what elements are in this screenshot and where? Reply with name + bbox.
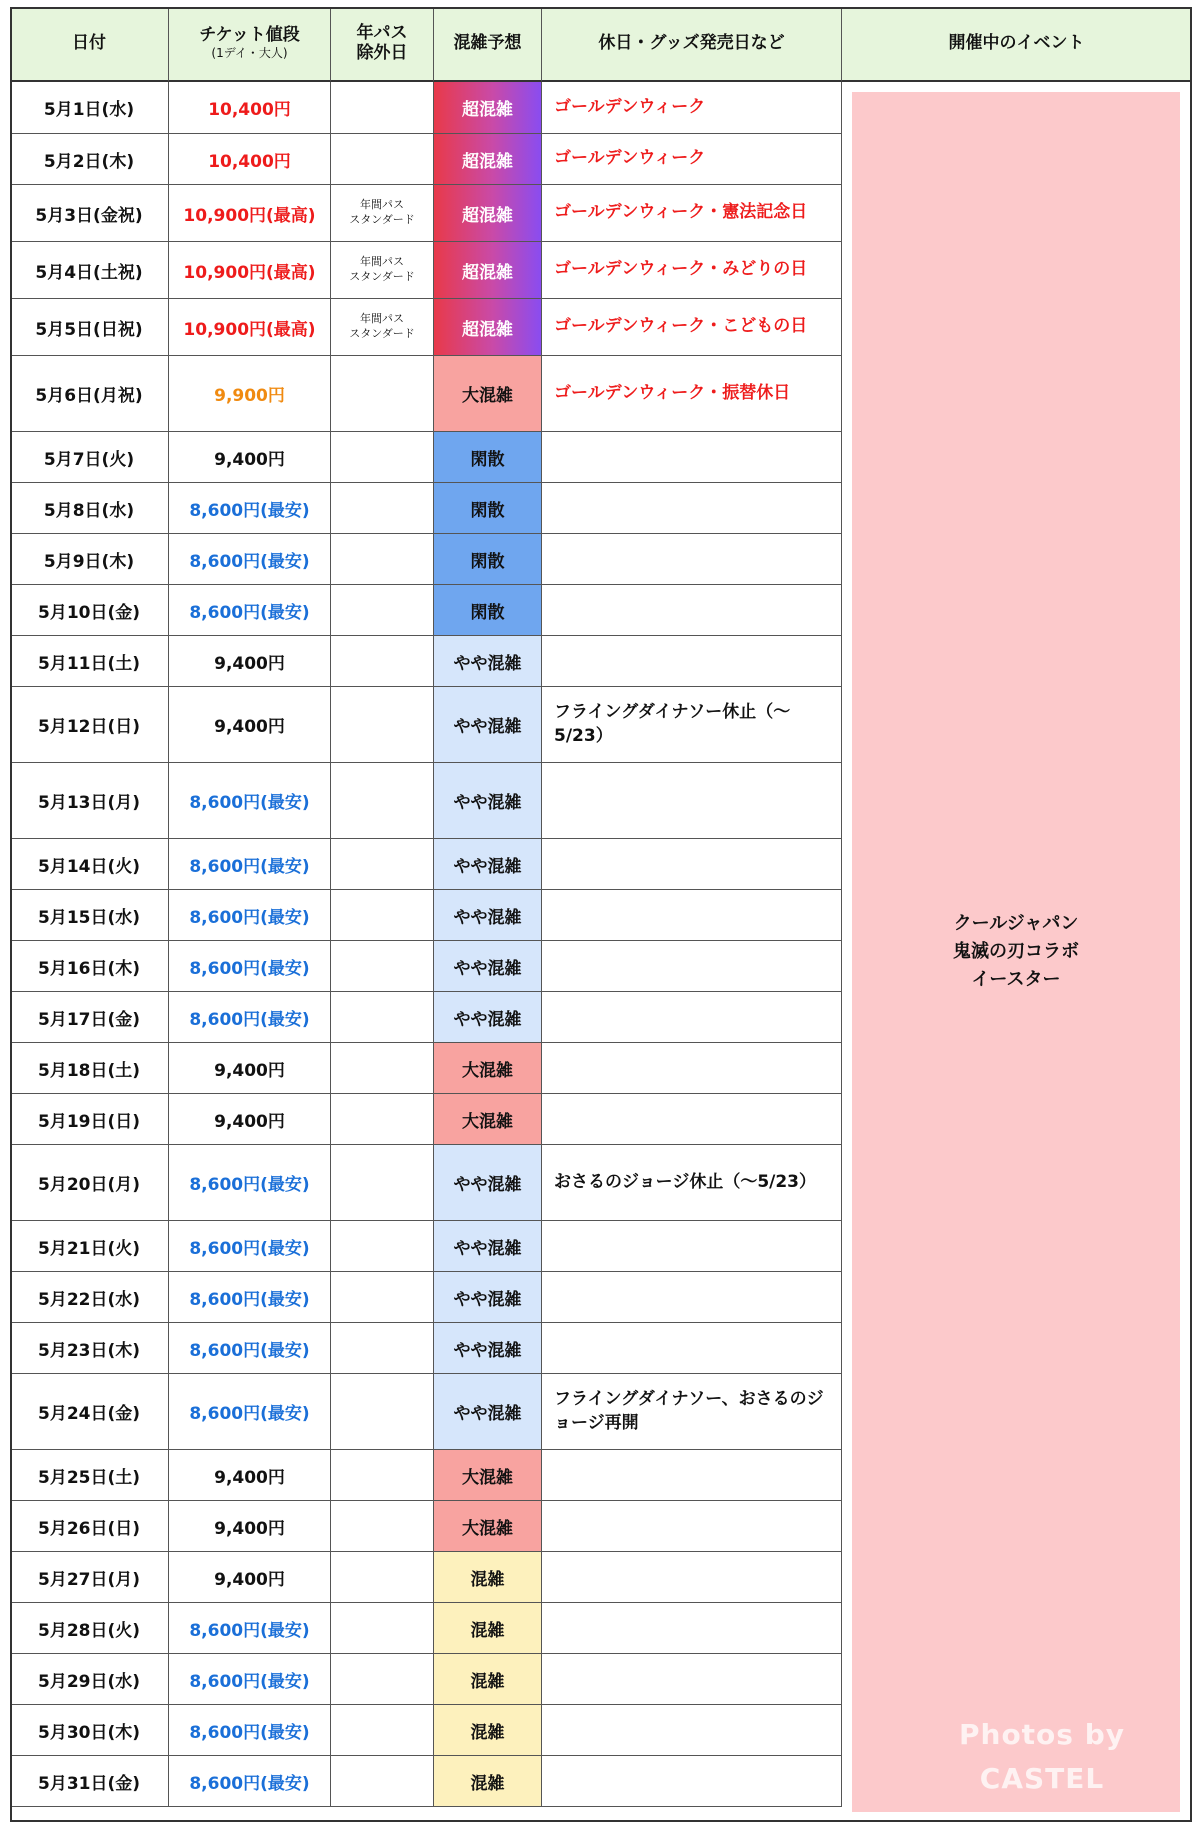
date-cell: 5月12日(日)	[10, 687, 169, 763]
holiday-note	[542, 763, 842, 839]
crowd-badge: やや混雑	[434, 1221, 542, 1272]
annual-pass-cell	[331, 1374, 434, 1450]
annual-pass-cell	[331, 1654, 434, 1705]
crowd-badge: やや混雑	[434, 941, 542, 992]
holiday-note: ゴールデンウィーク	[542, 134, 842, 185]
crowd-badge: 超混雑	[434, 134, 542, 185]
holiday-note: フライングダイナソー、おさるのジョージ再開	[542, 1374, 842, 1450]
annual-pass-cell	[331, 1272, 434, 1323]
holiday-note	[542, 1705, 842, 1756]
price-cell: 8,600円(最安)	[169, 1145, 331, 1221]
date-cell: 5月29日(水)	[10, 1654, 169, 1705]
holiday-note	[542, 890, 842, 941]
annual-pass-cell	[331, 1603, 434, 1654]
price-cell: 8,600円(最安)	[169, 483, 331, 534]
date-cell: 5月9日(木)	[10, 534, 169, 585]
table-row	[10, 432, 842, 483]
table-row	[10, 1221, 842, 1272]
annual-pass-line2: スタンダード	[349, 327, 415, 340]
price-cell: 9,400円	[169, 1501, 331, 1552]
event-box	[852, 92, 1180, 1812]
table-row	[10, 636, 842, 687]
price-cell: 8,600円(最安)	[169, 1374, 331, 1450]
header-price-line-1: チケット値段	[199, 24, 300, 45]
header-holidays-line-1: 休日・グッズ発売日など	[598, 32, 785, 53]
crowd-badge: やや混雑	[434, 839, 542, 890]
annual-pass-line1: 年間パス	[360, 312, 404, 326]
header-date	[10, 7, 169, 82]
price-cell: 10,900円(最高)	[169, 299, 331, 356]
date-cell: 5月3日(金祝)	[10, 185, 169, 242]
holiday-note	[542, 1654, 842, 1705]
date-cell: 5月16日(木)	[10, 941, 169, 992]
date-cell: 5月24日(金)	[10, 1374, 169, 1450]
table-row	[10, 941, 842, 992]
crowd-badge: 閑散	[434, 432, 542, 483]
annual-pass-line2: スタンダード	[349, 270, 415, 283]
table-row	[10, 763, 842, 839]
date-cell: 5月28日(火)	[10, 1603, 169, 1654]
crowd-badge: 大混雑	[434, 1043, 542, 1094]
crowd-badge: 超混雑	[434, 82, 542, 134]
table-row	[10, 1450, 842, 1501]
price-cell: 9,400円	[169, 1043, 331, 1094]
annual-pass-cell	[331, 992, 434, 1043]
price-cell: 9,400円	[169, 636, 331, 687]
header-price-line-2: (1デイ・大人)	[211, 46, 288, 61]
crowd-badge: 超混雑	[434, 299, 542, 356]
crowd-badge: やや混雑	[434, 636, 542, 687]
holiday-note: ゴールデンウィーク・憲法記念日	[542, 185, 842, 242]
table-row	[10, 356, 842, 432]
holiday-note	[542, 1094, 842, 1145]
date-cell: 5月22日(水)	[10, 1272, 169, 1323]
date-cell: 5月8日(水)	[10, 483, 169, 534]
table-row	[10, 1603, 842, 1654]
crowd-badge: やや混雑	[434, 890, 542, 941]
annual-pass-cell	[331, 242, 434, 299]
date-cell: 5月13日(月)	[10, 763, 169, 839]
annual-pass-cell	[331, 585, 434, 636]
price-cell: 9,400円	[169, 1450, 331, 1501]
schedule-table	[10, 7, 1192, 1822]
holiday-note	[542, 636, 842, 687]
table-row	[10, 1374, 842, 1450]
crowd-badge: 閑散	[434, 534, 542, 585]
holiday-note	[542, 585, 842, 636]
table-row	[10, 1043, 842, 1094]
crowd-badge: 超混雑	[434, 242, 542, 299]
price-cell: 9,400円	[169, 687, 331, 763]
date-cell: 5月15日(水)	[10, 890, 169, 941]
annual-pass-cell	[331, 1043, 434, 1094]
holiday-note: フライングダイナソー休止（〜5/23）	[542, 687, 842, 763]
table-row	[10, 134, 842, 185]
holiday-note: ゴールデンウィーク・振替休日	[542, 356, 842, 432]
date-cell: 5月4日(土祝)	[10, 242, 169, 299]
holiday-note: ゴールデンウィーク・みどりの日	[542, 242, 842, 299]
date-cell: 5月6日(月祝)	[10, 356, 169, 432]
table-row	[10, 534, 842, 585]
annual-pass-cell	[331, 1323, 434, 1374]
price-cell: 9,400円	[169, 1094, 331, 1145]
event-name-line3: イースター	[971, 968, 1061, 990]
table-row	[10, 687, 842, 763]
holiday-note	[542, 1323, 842, 1374]
annual-pass-cell	[331, 941, 434, 992]
crowd-badge: 大混雑	[434, 1094, 542, 1145]
annual-pass-cell	[331, 763, 434, 839]
date-cell: 5月18日(土)	[10, 1043, 169, 1094]
holiday-note	[542, 1501, 842, 1552]
holiday-note	[542, 1221, 842, 1272]
header-crowd-forecast-line-1: 混雑予想	[453, 32, 522, 53]
table-row	[10, 185, 842, 242]
price-cell: 8,600円(最安)	[169, 941, 331, 992]
price-cell: 10,900円(最高)	[169, 185, 331, 242]
annual-pass-cell	[331, 1705, 434, 1756]
annual-pass-cell	[331, 636, 434, 687]
holiday-note: おさるのジョージ休止（〜5/23）	[542, 1145, 842, 1221]
price-cell: 8,600円(最安)	[169, 839, 331, 890]
holiday-note	[542, 992, 842, 1043]
price-cell: 8,600円(最安)	[169, 890, 331, 941]
annual-pass-cell	[331, 1221, 434, 1272]
holiday-note	[542, 1272, 842, 1323]
date-cell: 5月2日(木)	[10, 134, 169, 185]
annual-pass-cell	[331, 185, 434, 242]
holiday-note	[542, 483, 842, 534]
crowd-badge: 超混雑	[434, 185, 542, 242]
holiday-note	[542, 941, 842, 992]
crowd-badge: やや混雑	[434, 1272, 542, 1323]
price-cell: 9,900円	[169, 356, 331, 432]
date-cell: 5月21日(火)	[10, 1221, 169, 1272]
annual-pass-cell	[331, 1145, 434, 1221]
annual-pass-cell	[331, 1552, 434, 1603]
crowd-badge: 大混雑	[434, 1501, 542, 1552]
date-cell: 5月31日(金)	[10, 1756, 169, 1807]
price-cell: 8,600円(最安)	[169, 763, 331, 839]
header-annual-pass-excluded-line-1: 年パス	[356, 22, 408, 43]
price-cell: 8,600円(最安)	[169, 1272, 331, 1323]
crowd-badge: 混雑	[434, 1552, 542, 1603]
table-row	[10, 299, 842, 356]
header-price	[169, 7, 331, 82]
annual-pass-cell	[331, 82, 434, 134]
annual-pass-cell	[331, 890, 434, 941]
annual-pass-cell	[331, 1501, 434, 1552]
table-row	[10, 839, 842, 890]
holiday-note	[542, 534, 842, 585]
table-row	[10, 1145, 842, 1221]
price-cell: 10,400円	[169, 134, 331, 185]
table-row	[10, 82, 842, 134]
table-row	[10, 242, 842, 299]
table-row	[10, 1705, 842, 1756]
date-cell: 5月25日(土)	[10, 1450, 169, 1501]
price-cell: 8,600円(最安)	[169, 585, 331, 636]
annual-pass-line2: スタンダード	[349, 213, 415, 226]
event-name-line2: 鬼滅の刃コラボ	[953, 941, 1079, 963]
annual-pass-line1: 年間パス	[360, 198, 404, 212]
date-cell: 5月17日(金)	[10, 992, 169, 1043]
annual-pass-cell	[331, 1094, 434, 1145]
holiday-note: ゴールデンウィーク	[542, 82, 842, 134]
date-cell: 5月7日(火)	[10, 432, 169, 483]
table-row	[10, 1272, 842, 1323]
crowd-badge: やや混雑	[434, 687, 542, 763]
crowd-badge: 混雑	[434, 1705, 542, 1756]
table-row	[10, 1654, 842, 1705]
annual-pass-cell	[331, 299, 434, 356]
price-cell: 10,400円	[169, 82, 331, 134]
header-events	[842, 7, 1192, 82]
crowd-badge: 混雑	[434, 1756, 542, 1807]
table-row	[10, 585, 842, 636]
holiday-note	[542, 1603, 842, 1654]
date-cell: 5月5日(日祝)	[10, 299, 169, 356]
price-cell: 8,600円(最安)	[169, 992, 331, 1043]
date-cell: 5月23日(木)	[10, 1323, 169, 1374]
watermark-text: Photos by CASTEL	[958, 1718, 1126, 1795]
holiday-note	[542, 1450, 842, 1501]
price-cell: 10,900円(最高)	[169, 242, 331, 299]
table-row	[10, 1323, 842, 1374]
price-cell: 8,600円(最安)	[169, 1221, 331, 1272]
annual-pass-cell	[331, 687, 434, 763]
header-annual-pass-excluded-line-2: 除外日	[356, 42, 408, 63]
event-column	[842, 82, 1192, 1822]
price-cell: 8,600円(最安)	[169, 1654, 331, 1705]
table-row	[10, 1552, 842, 1603]
price-cell: 8,600円(最安)	[169, 1603, 331, 1654]
date-cell: 5月30日(木)	[10, 1705, 169, 1756]
table-row	[10, 1756, 842, 1807]
crowd-badge: 混雑	[434, 1654, 542, 1705]
crowd-badge: 大混雑	[434, 356, 542, 432]
date-cell: 5月20日(月)	[10, 1145, 169, 1221]
holiday-note	[542, 839, 842, 890]
table-row	[10, 1094, 842, 1145]
annual-pass-cell	[331, 1756, 434, 1807]
date-cell: 5月27日(月)	[10, 1552, 169, 1603]
table-row	[10, 483, 842, 534]
crowd-badge: やや混雑	[434, 763, 542, 839]
header-date-line-1: 日付	[72, 32, 106, 53]
header-events-line-1: 開催中のイベント	[948, 32, 1085, 53]
holiday-note	[542, 1756, 842, 1807]
date-cell: 5月1日(水)	[10, 82, 169, 134]
price-cell: 8,600円(最安)	[169, 1323, 331, 1374]
crowd-badge: 閑散	[434, 483, 542, 534]
header-holidays	[542, 7, 842, 82]
crowd-badge: 大混雑	[434, 1450, 542, 1501]
date-cell: 5月19日(日)	[10, 1094, 169, 1145]
date-cell: 5月11日(土)	[10, 636, 169, 687]
crowd-badge: 閑散	[434, 585, 542, 636]
price-cell: 8,600円(最安)	[169, 1705, 331, 1756]
crowd-badge: やや混雑	[434, 1323, 542, 1374]
annual-pass-cell	[331, 1450, 434, 1501]
crowd-badge: やや混雑	[434, 1374, 542, 1450]
annual-pass-cell	[331, 134, 434, 185]
table-row	[10, 890, 842, 941]
crowd-badge: やや混雑	[434, 1145, 542, 1221]
table-row	[10, 992, 842, 1043]
header-crowd-forecast	[434, 7, 542, 82]
holiday-note	[542, 432, 842, 483]
table-row	[10, 1501, 842, 1552]
annual-pass-line1: 年間パス	[360, 255, 404, 269]
event-name-line1: クールジャパン	[953, 913, 1079, 935]
annual-pass-cell	[331, 356, 434, 432]
header-annual-pass-excluded	[331, 7, 434, 82]
holiday-note	[542, 1552, 842, 1603]
date-cell: 5月14日(火)	[10, 839, 169, 890]
annual-pass-cell	[331, 432, 434, 483]
crowd-badge: 混雑	[434, 1603, 542, 1654]
annual-pass-cell	[331, 534, 434, 585]
price-cell: 9,400円	[169, 1552, 331, 1603]
date-cell: 5月26日(日)	[10, 1501, 169, 1552]
crowd-badge: やや混雑	[434, 992, 542, 1043]
holiday-note: ゴールデンウィーク・こどもの日	[542, 299, 842, 356]
date-cell: 5月10日(金)	[10, 585, 169, 636]
annual-pass-cell	[331, 483, 434, 534]
holiday-note	[542, 1043, 842, 1094]
price-cell: 8,600円(最安)	[169, 534, 331, 585]
price-cell: 9,400円	[169, 432, 331, 483]
annual-pass-cell	[331, 839, 434, 890]
price-cell: 8,600円(最安)	[169, 1756, 331, 1807]
